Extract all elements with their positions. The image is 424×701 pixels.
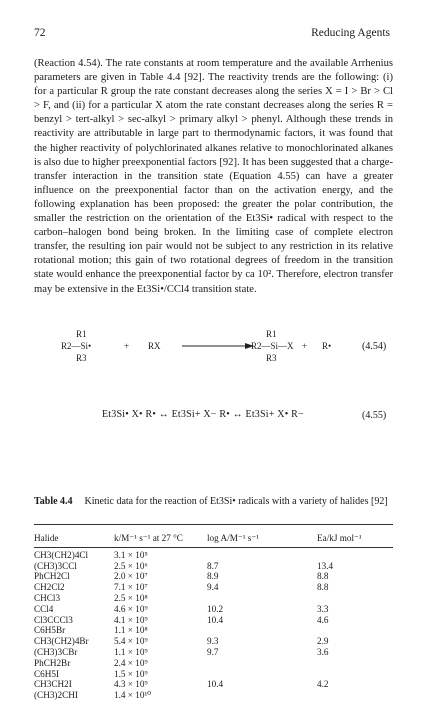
cell-rate-constant: 1.1 × 10⁹ bbox=[114, 646, 148, 657]
cell-log-a bbox=[207, 658, 317, 669]
eq-rx: RX bbox=[148, 341, 161, 351]
cell-rate-constant: 4.6 × 10⁹ bbox=[114, 603, 148, 614]
table-row bbox=[34, 550, 393, 561]
cell-halide: CH2Cl2 bbox=[34, 582, 65, 593]
cell-log-a: 9.7 bbox=[207, 646, 219, 657]
cell-halide: Cl3CCCl3 bbox=[34, 614, 73, 625]
cell-log-a bbox=[207, 669, 317, 680]
eq-r3-product: R3 bbox=[266, 353, 277, 363]
table-caption-text: Kinetic data for the reaction of Et3Si• radicals with a variety of halides [92] bbox=[84, 496, 388, 507]
cell-activation-energy: 8.8 bbox=[317, 582, 329, 593]
table-caption bbox=[34, 496, 393, 509]
body-paragraph: (Reaction 4.54). The rate constants at room temperature and the available Arrhenius parameters are given in Table 4.4 [92]. The reactivity trends are the following: (i) for a particular R group the rate constant decreases along the series X = I > Br > Cl > F, and (ii) for a particular X atom the rate constant decreases along the series R = benzyl > tert-alkyl > sec-alkyl > primary alkyl > phenyl. Although these trends in reactivity are attributable in large part to thermodynamic factors, it was found that the higher reactivity of polychlorinated alkanes relative to monochlorinated alkanes is also due to higher preexponential factors [92]. It has been suggested that a charge-transfer interaction in the transition state (Equation 4.55) can have a greater influence on the preexponential factor than on the activation energy, and the following explanation has been proposed: the greater the polar contribution, the smaller the restriction on the orientation of the Et3Si• radical with respect to the carbon–halogen bond being broken. In the limiting case of complete electron transfer, the resulting ion pair would not be subject to any restriction in its relative rotational motion; this gain of two rotational degrees of freedom in the transition state would enhance the preexponential factor by ca 10². Therefore, electron transfer may be extensive in the Et3Si•/CCl4 transition state. bbox=[34, 58, 393, 295]
cell-rate-constant: 4.3 × 10⁹ bbox=[114, 679, 148, 690]
table-header-row bbox=[34, 533, 393, 544]
cell-halide: (CH3)3CCl bbox=[34, 560, 77, 571]
table-row bbox=[34, 593, 393, 604]
table-row bbox=[34, 571, 393, 582]
cell-rate-constant: 2.5 × 10⁸ bbox=[114, 592, 148, 603]
reaction-arrow bbox=[182, 341, 254, 351]
eq-r1: R1 bbox=[76, 329, 87, 339]
cell-halide: CH3(CH2)4Br bbox=[34, 636, 89, 647]
table-row bbox=[34, 561, 393, 572]
table-row bbox=[34, 604, 393, 615]
cell-activation-energy bbox=[317, 658, 393, 669]
cell-halide: CH3CH2I bbox=[34, 679, 72, 690]
col-header-rate: k/M⁻¹ s⁻¹ at 27 °C bbox=[114, 533, 183, 543]
table-row bbox=[34, 669, 393, 680]
cell-log-a bbox=[207, 550, 317, 561]
cell-halide: CHCl3 bbox=[34, 592, 61, 603]
cell-halide: C6H5I bbox=[34, 668, 60, 679]
cell-rate-constant: 3.1 × 10⁵ bbox=[114, 549, 148, 560]
equation-number-4-54: (4.54) bbox=[362, 341, 387, 352]
cell-halide: PhCH2Br bbox=[34, 657, 71, 668]
eq-product: R2—Si—X bbox=[251, 341, 294, 351]
cell-log-a: 10.4 bbox=[207, 614, 224, 625]
table-row bbox=[34, 636, 393, 647]
table-row bbox=[34, 582, 393, 593]
table-row bbox=[34, 615, 393, 626]
cell-activation-energy: 13.4 bbox=[317, 560, 334, 571]
page-number: 72 bbox=[34, 27, 46, 39]
cell-rate-constant: 1.1 × 10⁸ bbox=[114, 625, 148, 636]
cell-halide: (CH3)2CHI bbox=[34, 690, 78, 701]
cell-log-a: 9.4 bbox=[207, 582, 219, 593]
cell-activation-energy: 3.3 bbox=[317, 603, 329, 614]
cell-rate-constant: 2.0 × 10⁷ bbox=[114, 571, 148, 582]
cell-halide: (CH3)3CBr bbox=[34, 646, 78, 657]
table-row bbox=[34, 679, 393, 690]
table-row bbox=[34, 690, 393, 701]
cell-log-a bbox=[207, 593, 317, 604]
cell-activation-energy: 4.2 bbox=[317, 679, 329, 690]
cell-log-a bbox=[207, 690, 317, 701]
cell-activation-energy: 2.9 bbox=[317, 636, 329, 647]
col-header-halide: Halide bbox=[34, 533, 59, 543]
eq-r1-product: R1 bbox=[266, 329, 277, 339]
cell-activation-energy bbox=[317, 690, 393, 701]
col-header-log-a: log A/M⁻¹ s⁻¹ bbox=[207, 533, 259, 543]
cell-activation-energy: 4.6 bbox=[317, 614, 329, 625]
cell-log-a: 8.7 bbox=[207, 560, 219, 571]
col-header-ea: Ea/kJ mol⁻¹ bbox=[317, 533, 362, 543]
cell-rate-constant: 1.5 × 10⁹ bbox=[114, 668, 148, 679]
cell-halide: CH3(CH2)4Cl bbox=[34, 549, 89, 560]
kinetic-data-table bbox=[34, 533, 393, 701]
cell-activation-energy bbox=[317, 669, 393, 680]
eq-plus-2: + bbox=[302, 341, 308, 351]
cell-rate-constant: 7.1 × 10⁷ bbox=[114, 582, 148, 593]
eq-charge-transfer: Et3Si• X• R• ↔ Et3Si+ X− R• ↔ Et3Si+ X• R− bbox=[102, 409, 304, 420]
cell-log-a bbox=[207, 625, 317, 636]
body-text bbox=[34, 57, 393, 297]
eq-r2-si: R2—Si• bbox=[61, 341, 92, 351]
cell-rate-constant: 2.5 × 10⁶ bbox=[114, 560, 148, 571]
cell-halide: CCl4 bbox=[34, 603, 54, 614]
running-head-title: Reducing Agents bbox=[311, 27, 390, 39]
eq-radical: R• bbox=[322, 341, 332, 351]
table-row bbox=[34, 625, 393, 636]
table-row bbox=[34, 658, 393, 669]
cell-halide: C6H5Br bbox=[34, 625, 66, 636]
cell-log-a: 10.4 bbox=[207, 679, 224, 690]
cell-rate-constant: 5.4 × 10⁹ bbox=[114, 636, 148, 647]
cell-activation-energy bbox=[317, 550, 393, 561]
table-label: Table 4.4 bbox=[34, 496, 73, 507]
equation-number-4-55: (4.55) bbox=[362, 410, 387, 421]
cell-activation-energy bbox=[317, 625, 393, 636]
cell-halide: PhCH2Cl bbox=[34, 571, 70, 582]
table-top-rule bbox=[34, 524, 393, 525]
cell-activation-energy: 3.6 bbox=[317, 646, 329, 657]
eq-plus: + bbox=[124, 341, 130, 351]
cell-rate-constant: 1.4 × 10¹⁰ bbox=[114, 690, 151, 701]
eq-r3: R3 bbox=[76, 353, 87, 363]
cell-rate-constant: 4.1 × 10⁹ bbox=[114, 614, 148, 625]
table-row bbox=[34, 647, 393, 658]
cell-log-a: 10.2 bbox=[207, 603, 224, 614]
cell-activation-energy: 8.8 bbox=[317, 571, 329, 582]
cell-rate-constant: 2.4 × 10⁹ bbox=[114, 657, 148, 668]
cell-log-a: 9.3 bbox=[207, 636, 219, 647]
cell-activation-energy bbox=[317, 593, 393, 604]
cell-log-a: 8.9 bbox=[207, 571, 219, 582]
